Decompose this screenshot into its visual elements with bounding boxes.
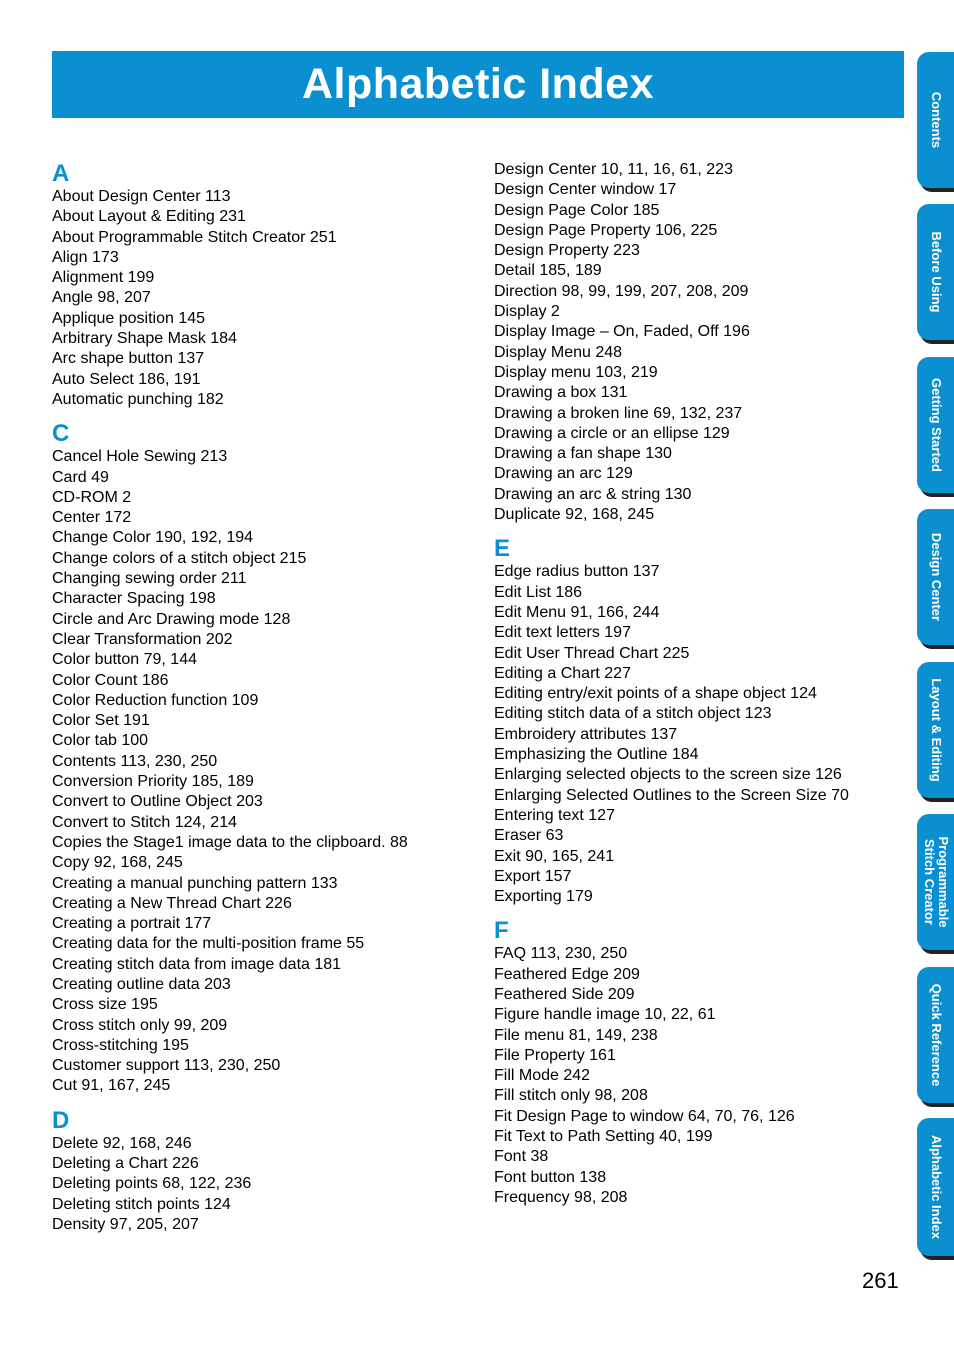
index-entry[interactable]: Figure handle image 10, 22, 61: [494, 1006, 716, 1024]
index-section: [52, 1107, 462, 1235]
index-section: [52, 160, 462, 410]
index-entry[interactable]: Conversion Priority 185, 189: [52, 773, 254, 791]
index-section: [494, 160, 904, 525]
index-entry[interactable]: Creating stitch data from image data 181: [52, 955, 342, 973]
index-entry[interactable]: Character Spacing 198: [52, 590, 216, 608]
index-entry[interactable]: Exporting 179: [494, 888, 593, 906]
index-entry[interactable]: Cancel Hole Sewing 213: [52, 448, 228, 466]
index-entry[interactable]: CD-ROM 2: [52, 488, 132, 506]
index-entry[interactable]: Automatic punching 182: [52, 390, 224, 408]
index-entry[interactable]: Drawing a circle or an ellipse 129: [494, 424, 730, 442]
index-entry[interactable]: Change colors of a stitch object 215: [52, 549, 307, 567]
index-entry[interactable]: Contents 113, 230, 250: [52, 752, 218, 770]
index-entry[interactable]: Applique position 145: [52, 309, 206, 327]
index-entry[interactable]: Changing sewing order 211: [52, 570, 247, 588]
index-entry[interactable]: Design Page Color 185: [494, 201, 660, 219]
index-entry[interactable]: Embroidery attributes 137: [494, 725, 678, 743]
index-entry[interactable]: Change Color 190, 192, 194: [52, 529, 254, 547]
index-section: [494, 535, 904, 907]
index-entry[interactable]: Arbitrary Shape Mask 184: [52, 330, 237, 348]
index-entry[interactable]: File menu 81, 149, 238: [494, 1026, 658, 1044]
index-entry[interactable]: Deleting points 68, 122, 236: [52, 1175, 252, 1193]
index-entry[interactable]: Fill stitch only 98, 208: [494, 1087, 648, 1105]
index-entry[interactable]: Enlarging Selected Outlines to the Screen Size 70: [494, 786, 849, 804]
index-entry[interactable]: Edit List 186: [494, 583, 583, 601]
index-entry[interactable]: Color tab 100: [52, 732, 149, 750]
index-entry[interactable]: Delete 92, 168, 246: [52, 1134, 192, 1152]
chapter-tab[interactable]: [917, 509, 954, 645]
index-entry[interactable]: Drawing a broken line 69, 132, 237: [494, 404, 743, 422]
index-entry[interactable]: Creating a manual punching pattern 133: [52, 874, 338, 892]
chapter-tab[interactable]: [917, 662, 954, 798]
index-entry[interactable]: Editing stitch data of a stitch object 123: [494, 705, 772, 723]
index-entry[interactable]: Center 172: [52, 509, 132, 527]
right-index-column: [494, 160, 904, 1208]
index-entry[interactable]: Design Property 223: [494, 242, 640, 260]
chapter-tab-label: Before Using: [928, 231, 944, 313]
title-banner: [52, 51, 904, 118]
index-entry[interactable]: Fill Mode 242: [494, 1067, 591, 1085]
index-entry[interactable]: Editing a Chart 227: [494, 664, 631, 682]
index-entry[interactable]: Feathered Side 209: [494, 985, 635, 1003]
page-title: Alphabetic Index: [301, 60, 655, 108]
index-entry[interactable]: About Layout & Editing 231: [52, 208, 246, 226]
index-entry[interactable]: Creating outline data 203: [52, 975, 231, 993]
index-entry[interactable]: Card 49: [52, 468, 109, 486]
chapter-tab-label: Programmable Stitch Creator: [921, 836, 951, 928]
index-entry[interactable]: Color button 79, 144: [52, 651, 197, 669]
section-letter: A: [52, 160, 70, 187]
index-entry[interactable]: Emphasizing the Outline 184: [494, 746, 699, 764]
index-entry[interactable]: Creating data for the multi-position frame 55: [52, 935, 365, 953]
chapter-tab[interactable]: [917, 814, 954, 950]
index-entry[interactable]: Color Set 191: [52, 712, 150, 730]
chapter-tab[interactable]: [917, 967, 954, 1103]
index-entry[interactable]: Display menu 103, 219: [494, 363, 658, 381]
index-entry[interactable]: Feathered Edge 209: [494, 965, 640, 983]
index-entry[interactable]: Exit 90, 165, 241: [494, 847, 615, 865]
index-entry[interactable]: Duplicate 92, 168, 245: [494, 506, 655, 524]
index-entry[interactable]: Alignment 199: [52, 269, 155, 287]
index-entry[interactable]: Drawing a fan shape 130: [494, 445, 672, 463]
index-entry[interactable]: Drawing an arc 129: [494, 465, 633, 483]
index-entry[interactable]: Convert to Outline Object 203: [52, 793, 263, 811]
index-section: [494, 917, 904, 1208]
chapter-tab-label: Getting Started: [928, 378, 944, 472]
index-entry[interactable]: Cut 91, 167, 245: [52, 1077, 171, 1095]
index-entry[interactable]: Color Count 186: [52, 671, 169, 689]
index-entry[interactable]: Edit User Thread Chart 225: [494, 644, 690, 662]
chapter-tab[interactable]: [917, 1118, 954, 1256]
index-entry[interactable]: Edit text letters 197: [494, 624, 631, 642]
index-entry[interactable]: Convert to Stitch 124, 214: [52, 813, 237, 831]
section-letter: F: [494, 917, 509, 945]
index-entry[interactable]: Copy 92, 168, 245: [52, 854, 183, 872]
index-entry[interactable]: Frequency 98, 208: [494, 1188, 628, 1206]
index-entry[interactable]: Creating a New Thread Chart 226: [52, 894, 292, 912]
index-entry[interactable]: Auto Select 186, 191: [52, 370, 201, 388]
index-entry[interactable]: Drawing a box 131: [494, 384, 628, 402]
index-entry[interactable]: Editing entry/exit points of a shape object 124: [494, 685, 817, 703]
index-entry[interactable]: Clear Transformation 202: [52, 630, 233, 648]
index-entry[interactable]: Cross-stitching 195: [52, 1036, 189, 1054]
index-entry[interactable]: FAQ 113, 230, 250: [494, 945, 628, 963]
index-entry[interactable]: Edit Menu 91, 166, 244: [494, 603, 660, 621]
index-entry[interactable]: Cross size 195: [52, 996, 158, 1014]
index-entry[interactable]: About Design Center 113: [52, 188, 231, 205]
index-entry[interactable]: Fit Design Page to window 64, 70, 76, 126: [494, 1107, 795, 1125]
index-entry[interactable]: Circle and Arc Drawing mode 128: [52, 610, 291, 628]
index-entry[interactable]: Creating a portrait 177: [52, 915, 212, 933]
index-entry[interactable]: Angle 98, 207: [52, 289, 151, 307]
index-entry[interactable]: Drawing an arc & string 130: [494, 485, 692, 503]
index-entry[interactable]: Arc shape button 137: [52, 350, 205, 368]
index-entry[interactable]: Export 157: [494, 867, 572, 885]
index-entry[interactable]: Font button 138: [494, 1168, 607, 1186]
index-entry[interactable]: Font 38: [494, 1148, 549, 1166]
index-entry[interactable]: Enlarging selected objects to the screen size 126: [494, 766, 842, 784]
index-entry[interactable]: Display 2: [494, 303, 560, 321]
chapter-tab[interactable]: [917, 52, 954, 188]
index-entry[interactable]: Align 173: [52, 248, 119, 266]
index-entry[interactable]: File Property 161: [494, 1046, 616, 1064]
index-entry[interactable]: Display Image – On, Faded, Off 196: [494, 323, 750, 341]
index-entry[interactable]: Detail 185, 189: [494, 262, 602, 280]
index-entry[interactable]: Customer support 113, 230, 250: [52, 1057, 281, 1075]
section-letter: D: [52, 1106, 70, 1134]
index-entry[interactable]: Deleting stitch points 124: [52, 1195, 231, 1213]
chapter-tab-label: Contents: [928, 91, 944, 149]
chapter-tab-label: Layout & Editing: [928, 678, 944, 782]
chapter-tab-label: Quick Reference: [928, 983, 944, 1087]
section-letter: E: [494, 535, 511, 563]
index-entry[interactable]: Direction 98, 99, 199, 207, 208, 209: [494, 282, 749, 300]
index-entry[interactable]: Fit Text to Path Setting 40, 199: [494, 1128, 713, 1146]
chapter-tab-label: Design Center: [928, 532, 944, 622]
left-index-column: [52, 160, 462, 1235]
index-entry[interactable]: Deleting a Chart 226: [52, 1155, 199, 1173]
chapter-tab[interactable]: [917, 357, 954, 493]
index-entry[interactable]: Design Center 10, 11, 16, 61, 223: [494, 161, 733, 178]
index-entry[interactable]: Density 97, 205, 207: [52, 1215, 199, 1233]
chapter-tab[interactable]: [917, 204, 954, 340]
index-entry[interactable]: Eraser 63: [494, 827, 564, 845]
section-letter: C: [52, 420, 70, 448]
index-section: [52, 420, 462, 1097]
index-entry[interactable]: Entering text 127: [494, 806, 615, 824]
index-entry[interactable]: Design Center window 17: [494, 181, 677, 199]
index-entry[interactable]: Cross stitch only 99, 209: [52, 1016, 228, 1034]
index-entry[interactable]: Color Reduction function 109: [52, 691, 259, 709]
page-number: 261: [862, 1268, 899, 1293]
index-entry[interactable]: Display Menu 248: [494, 343, 623, 361]
index-entry[interactable]: Edge radius button 137: [494, 563, 660, 581]
chapter-tab-label: Alphabetic Index: [928, 1134, 944, 1240]
index-entry[interactable]: About Programmable Stitch Creator 251: [52, 228, 337, 246]
index-entry[interactable]: Design Page Property 106, 225: [494, 221, 718, 239]
index-entry[interactable]: Copies the Stage1 image data to the clipboard. 88: [52, 833, 408, 851]
